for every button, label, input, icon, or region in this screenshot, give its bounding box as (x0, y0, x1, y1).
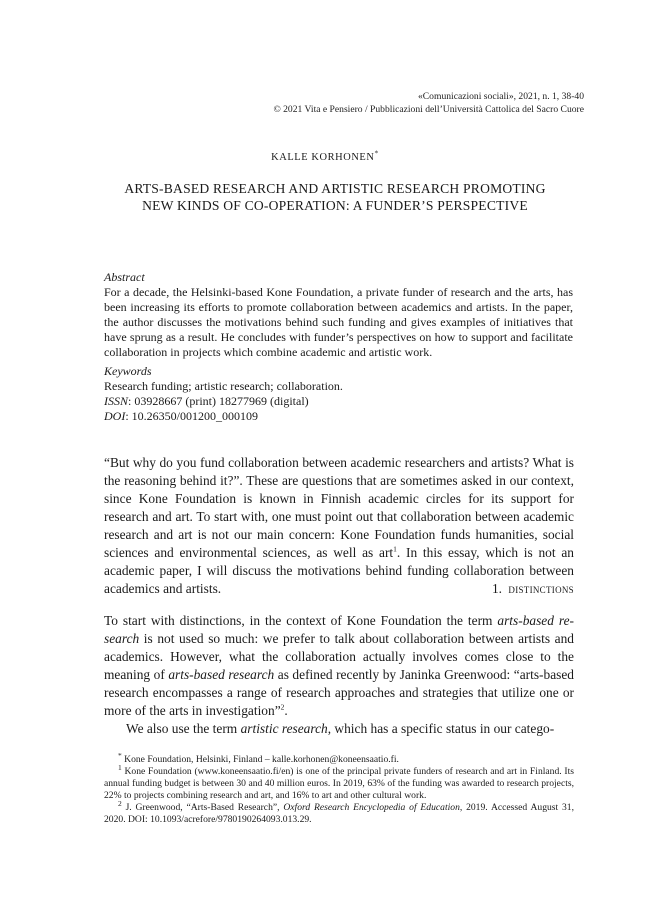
issn-line (104, 394, 573, 409)
footnotes (104, 750, 574, 826)
doi-label: DOI (104, 409, 126, 423)
body-p1-text-a: To start with distinctions, in the context of Kone Foundation the term (104, 613, 498, 628)
doi-line (104, 409, 573, 424)
footnote-2-journal: Oxford Research Encyclopedia of Education (283, 802, 460, 813)
footnote-1-marker: 1 (118, 762, 122, 772)
section-number: 1. (491, 581, 503, 596)
title-line-2: NEW KINDS OF CO-OPERATION: A FUNDER’S PERSPECTIVE (142, 198, 528, 213)
doi-value: : 10.26350/001200_000109 (125, 409, 258, 423)
keywords-label: Keywords (104, 364, 152, 378)
intro-text-part-1: “But why do you fund collaboration between academic researchers and artists? What is the reasoning behind it?”. These are questions that are sometimes asked in our context, since Kone Foundation is known in Finnish academic circles for its support for research and art. To start with, one must point out that collaboration between academic research and art is not our main concern: Kone Foundation funds humanities, social sciences and environmental sciences, as well as art (104, 455, 574, 560)
body-p1-text-c: as defined recently by Janinka Greenwood: “arts-based research encompasses a range of research approaches and strategies that utilize one or more of the arts in investigation” (104, 667, 574, 718)
footnote-1-text: Kone Foundation (www.koneensaatio.fi/en) is one of the principal private funders of research and art in Finland. Its annual funding budget is between 30 and 40 million euros. In 2019, 63% of the funding was awarded to research projects, 22% to projects combining research and art, and 16% to art and other cultural work. (104, 766, 574, 801)
issn-label: ISSN (104, 394, 128, 408)
journal-citation-line: «Comunicazioni sociali», 2021, n. 1, 38-40 (417, 91, 584, 102)
term-arts-based-research-2: arts-based research (168, 667, 275, 682)
author-name (0, 148, 650, 163)
footnote-star-marker: * (118, 750, 122, 760)
section-body (104, 612, 574, 738)
body-p1-text-b: is not used so much: we prefer to talk about collaboration between artists and academics. However, what the collaboration actually involves comes close to the meaning of (104, 631, 574, 682)
footnote-2-doi-label: DOI (127, 814, 146, 825)
keywords-list: Research funding; artistic research; collaboration. (104, 379, 343, 393)
section-title: distinctions (508, 581, 574, 596)
body-p1-text-d: . (284, 703, 288, 718)
footnote-2-text-a: J. Greenwood, “Arts-Based Research”, (121, 802, 284, 813)
footnote-2 (104, 798, 574, 826)
journal-header (273, 90, 584, 116)
body-paragraph-2 (104, 720, 574, 738)
footnote-2-marker: 2 (118, 798, 122, 808)
copyright-line: © 2021 Vita e Pensiero / Pubblicazioni dell’Università Cattolica del Sacro Cuore (273, 104, 584, 115)
author-footnote-marker: * (374, 148, 379, 158)
footnote-star-text: Kone Foundation, Helsinki, Finland – kalle.korhonen@koneensaatio.fi. (121, 754, 399, 765)
intro-text (104, 454, 574, 598)
footnote-star (104, 750, 574, 766)
intro-text-part-2: . In this essay, which is not an academic paper, I will discuss the motivations behind funding collaboration between academics and artists. (104, 545, 574, 596)
footnote-ref-2: 2 (280, 702, 285, 712)
section-heading (492, 580, 574, 598)
intro-paragraph (104, 454, 574, 598)
term-artistic-research: artistic research (240, 721, 328, 736)
body-paragraph-1 (104, 612, 574, 720)
issn-value: : 03928667 (print) 18277969 (digital) (128, 394, 309, 408)
keywords-block (104, 364, 573, 424)
article-title (100, 180, 570, 214)
abstract-label: Abstract (104, 270, 145, 284)
body-p2-text-b: , which has a specific status in our catego- (327, 721, 555, 736)
term-arts-based-research-1: arts-based research (104, 613, 574, 646)
footnote-2-text-c: : 10.1093/acrefore/9780190264093.013.29. (145, 814, 312, 825)
footnote-1 (104, 762, 574, 802)
title-line-1: ARTS-BASED RESEARCH AND ARTISTIC RESEARCH PROMOTING (124, 181, 546, 196)
footnote-2-text-b: , 2019. Accessed August 31, 2020. (104, 802, 574, 825)
abstract-block (104, 270, 573, 360)
body-p2-text-a: We also use the term (126, 721, 241, 736)
author-name-text: KALLE KORHONEN (271, 152, 375, 163)
abstract-text: For a decade, the Helsinki-based Kone Foundation, a private funder of research and the arts, has been increasing its efforts to promote collaboration between academics and artists. In the paper, the author discusses the motivations behind such funding and gives examples of initiatives that have sprung as a result. He concludes with funder’s perspectives on how to support and facilitate collaboration in projects which combine academic and artistic work. (104, 285, 573, 359)
footnote-ref-1: 1 (393, 544, 397, 554)
